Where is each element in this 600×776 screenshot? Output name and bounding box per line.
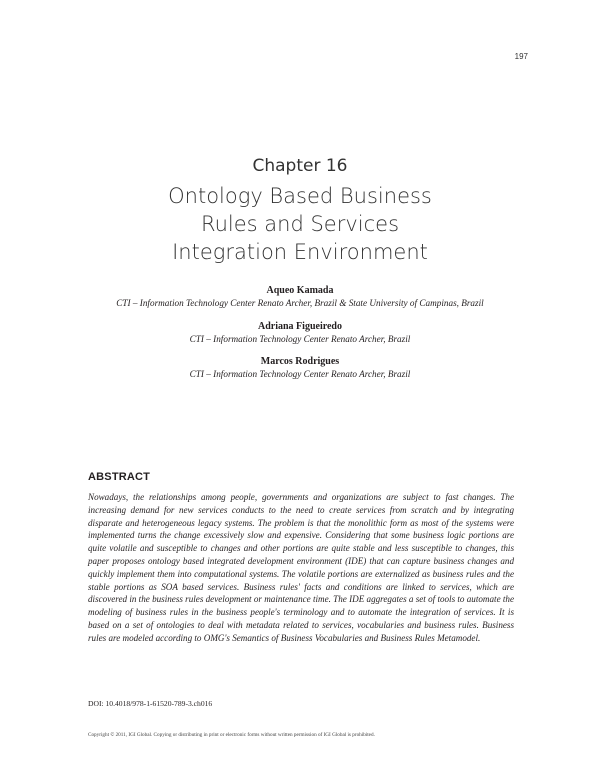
author-name: Adriana Figueiredo bbox=[258, 321, 342, 332]
title-line-2: Rules and Services bbox=[200, 212, 400, 236]
abstract-heading: ABSTRACT bbox=[88, 471, 151, 483]
doi: DOI: 10.4018/978-1-61520-789-3.ch016 bbox=[88, 699, 213, 708]
copyright-notice: Copyright © 2011, IGI Global. Copying or distributing in print or electronic forms without written permission of IGI Global is prohibited. bbox=[88, 732, 375, 738]
author-3 bbox=[0, 355, 600, 381]
title-line-3: Integration Environment bbox=[172, 240, 428, 264]
author-name: Marcos Rodrigues bbox=[260, 356, 340, 367]
chapter-label: Chapter 16 bbox=[252, 156, 348, 176]
abstract-text: Nowadays, the relationships among people, governments and organizations are subject to fast changes. The increasing demand for new services conducts to the need to create services from scratch and by integrating disparate and heterogeneous legacy systems. The problem is that the monolithic form as most of the systems were implemented turns the change excessively slow and expensive. Considering that some business logic portions are quite volatile and susceptible to changes and other portions are quite stable and less susceptible to changes, this paper proposes ontology based integrated development environment (IDE) that can capture business changes and quickly implement them into computational systems. The volatile portions are externalized as business rules and the stable portions as SOA based services. Business rules' facts and conditions are linked to services, which are discovered in the business rules development or maintenance time. The IDE aggregates a set of tools to automate the modeling of business rules in the business people's terminology and to automate the integration of services. It is based on a set of ontologies to deal with metadata related to services, vocabularies and business rules. Business rules are modeled according to OMG's Semantics of Business Vocabularies and Business Rules Metamodel. bbox=[88, 492, 514, 643]
author-affiliation: CTI – Information Technology Center Renato Archer, Brazil bbox=[189, 334, 411, 344]
title-line-1: Ontology Based Business bbox=[168, 184, 432, 208]
author-name: Aqueo Kamada bbox=[266, 285, 334, 296]
chapter-title bbox=[0, 182, 600, 266]
author-2 bbox=[0, 320, 600, 346]
author-affiliation: CTI – Information Technology Center Renato Archer, Brazil bbox=[189, 369, 411, 379]
author-affiliation: CTI – Information Technology Center Renato Archer, Brazil & State University of Campinas, Brazil bbox=[116, 298, 484, 308]
author-1 bbox=[0, 284, 600, 310]
page-number: 197 bbox=[514, 52, 528, 61]
